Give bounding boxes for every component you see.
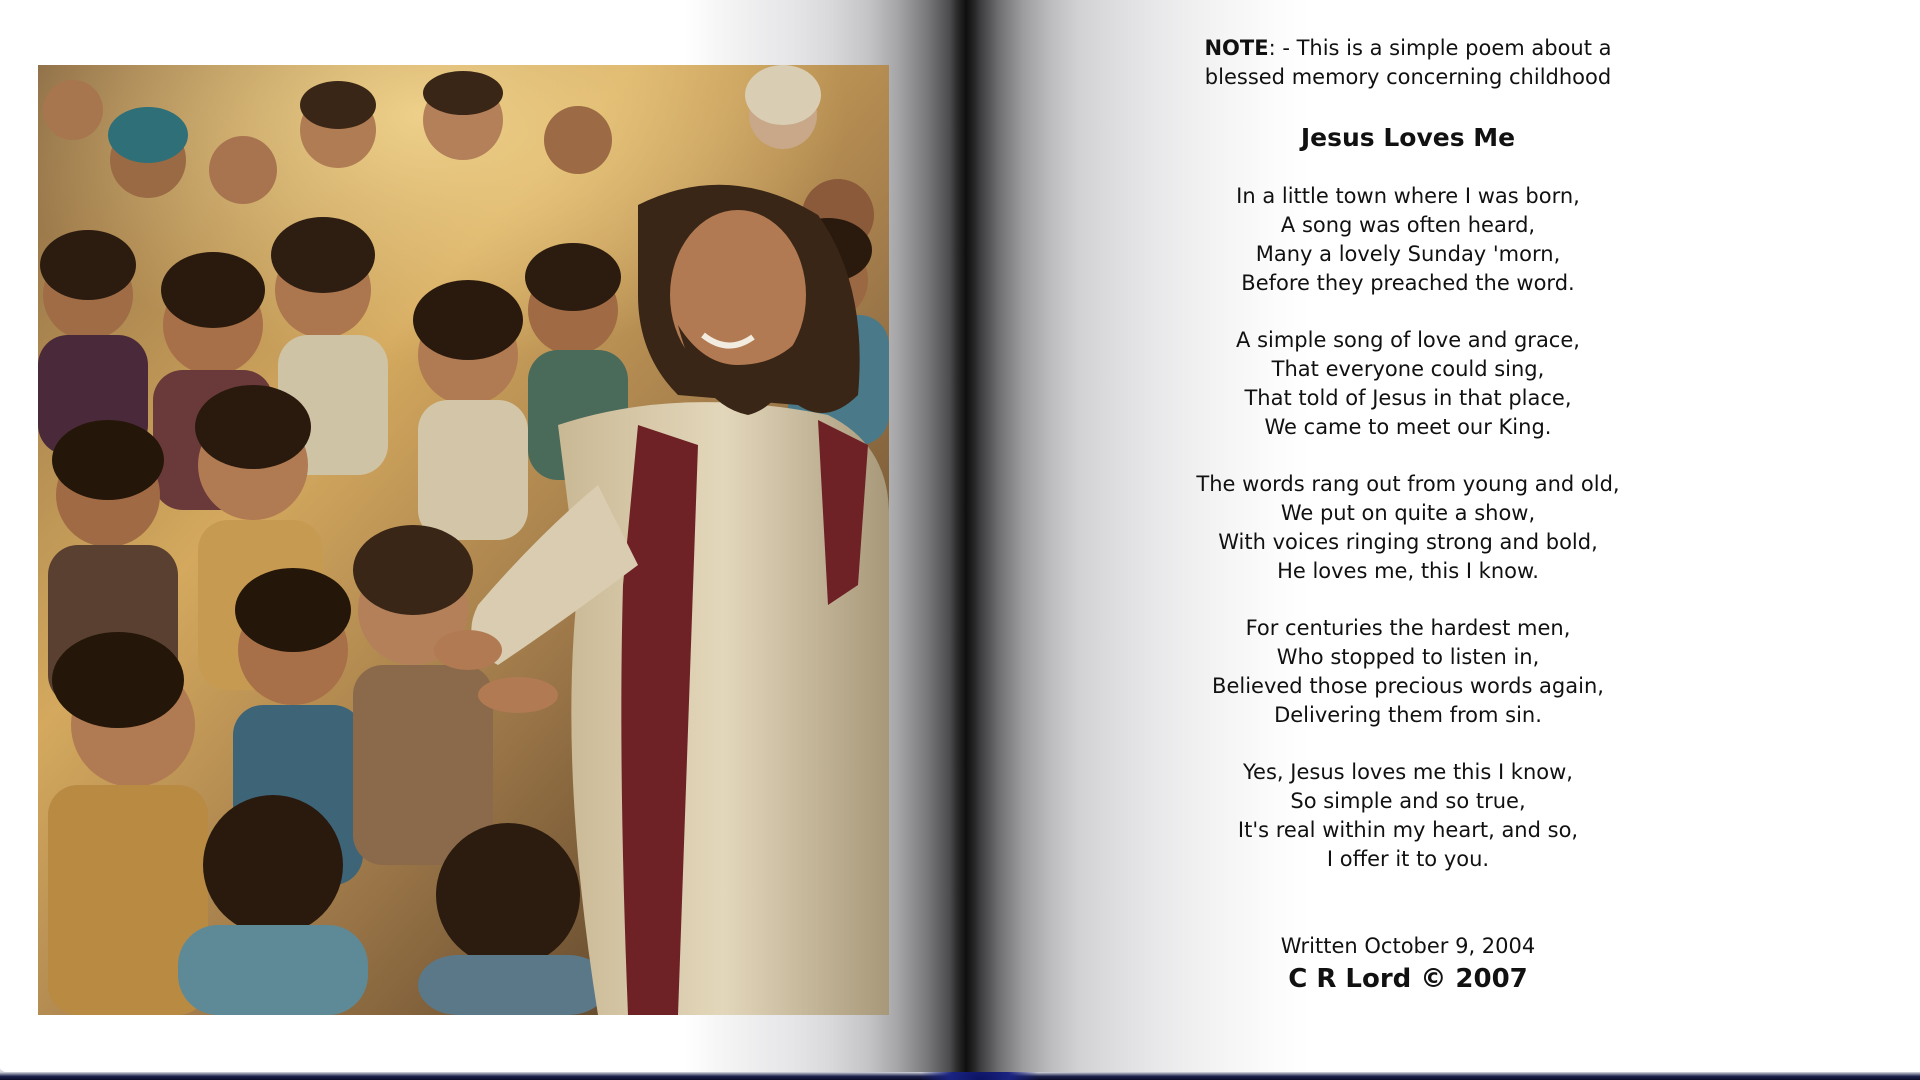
painting-jesus-with-children-icon	[38, 65, 889, 1015]
poem-line: He loves me, this I know.	[1277, 559, 1539, 583]
poem-line: A simple song of love and grace,	[1236, 328, 1580, 352]
poem-line: Yes, Jesus loves me this I know,	[1243, 760, 1573, 784]
book-spine	[950, 0, 980, 1072]
copyright: C R Lord © 2007	[1288, 964, 1528, 994]
written-date: Written October 9, 2004	[1280, 934, 1536, 958]
stanza-1	[1160, 182, 1656, 298]
note-body: : - This is a simple poem about a	[1268, 36, 1612, 60]
note-body-2: blessed memory concerning childhood	[1204, 65, 1612, 89]
poem-line: In a little town where I was born,	[1236, 184, 1580, 208]
poem-line: Many a lovely Sunday 'morn,	[1255, 242, 1561, 266]
poem-line: I offer it to you.	[1326, 847, 1490, 871]
poem-line: So simple and so true,	[1290, 789, 1526, 813]
stanza-2	[1160, 326, 1656, 442]
poem-line: Delivering them from sin.	[1274, 703, 1542, 727]
stanza-3	[1160, 470, 1656, 586]
poem-line: We put on quite a show,	[1280, 501, 1536, 525]
poem-column	[1160, 34, 1656, 997]
note-label: NOTE	[1204, 36, 1269, 60]
poem-line: For centuries the hardest men,	[1245, 616, 1571, 640]
stanza-4	[1160, 614, 1656, 730]
poem-line: The words rang out from young and old,	[1196, 472, 1620, 496]
poem-line: Who stopped to listen in,	[1276, 645, 1540, 669]
poem-line: That everyone could sing,	[1271, 357, 1545, 381]
poem-line: With voices ringing strong and bold,	[1218, 530, 1598, 554]
poem-line: A song was often heard,	[1280, 213, 1536, 237]
poem-line: Believed those precious words again,	[1212, 674, 1604, 698]
poem-title: Jesus Loves Me	[1300, 123, 1516, 152]
stanza-5	[1160, 758, 1656, 874]
note-text	[1160, 34, 1656, 92]
illustration-svg	[38, 65, 889, 1015]
poem-line: Before they preached the word.	[1241, 271, 1575, 295]
poem-line: It's real within my heart, and so,	[1237, 818, 1579, 842]
poem-line: That told of Jesus in that place,	[1244, 386, 1572, 410]
poem-line: We came to meet our King.	[1264, 415, 1552, 439]
